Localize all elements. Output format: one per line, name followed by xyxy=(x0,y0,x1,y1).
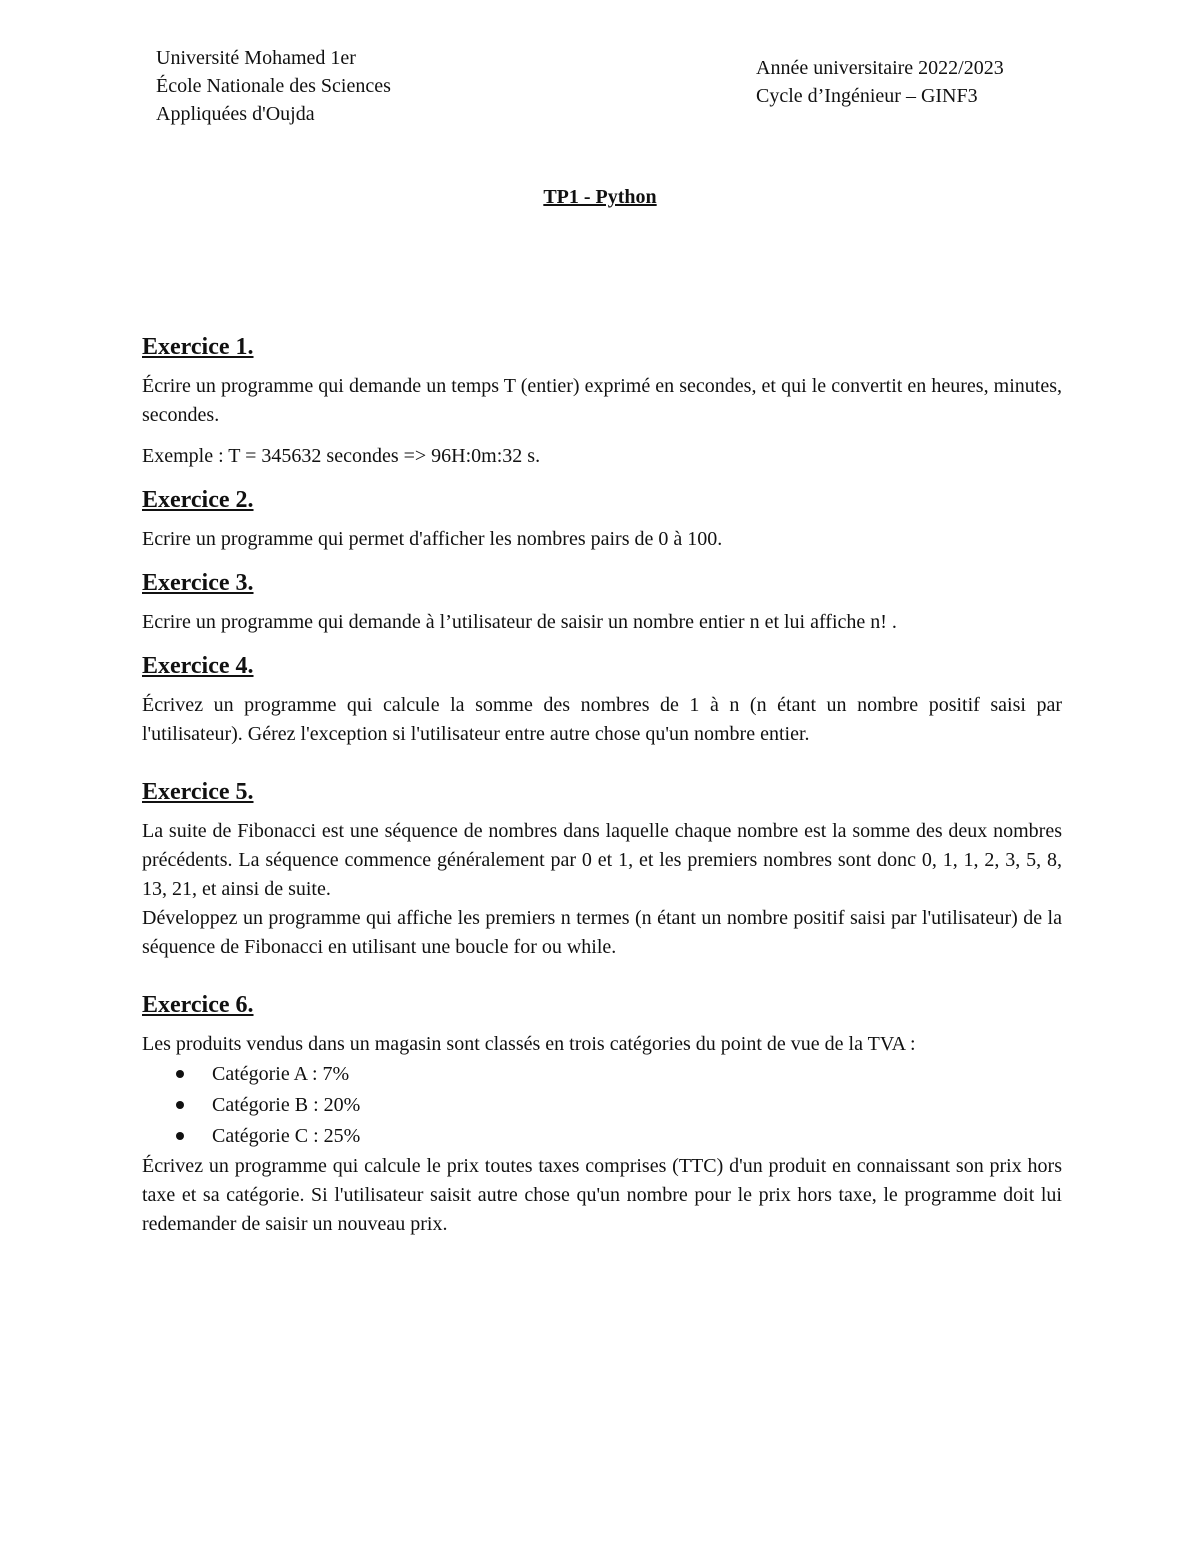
exercise-6 xyxy=(142,988,1062,1239)
school-name-line-1: École Nationale des Sciences xyxy=(156,75,391,97)
exercise-text: Écrire un programme qui demande un temps T (entier) exprimé en secondes, et qui le convertit en heures, minutes, secondes. xyxy=(142,375,1062,426)
exercise-heading: Exercice 5. xyxy=(142,779,254,805)
university-name: Université Mohamed 1er xyxy=(156,47,356,69)
exercise-heading: Exercice 4. xyxy=(142,653,254,679)
engineering-cycle: Cycle d’Ingénieur – GINF3 xyxy=(756,85,978,107)
vat-category-b: Catégorie B : 20% xyxy=(212,1094,361,1116)
academic-year-header xyxy=(756,54,1004,110)
exercise-heading: Exercice 6. xyxy=(142,992,254,1018)
exercise-example: Exemple : T = 345632 secondes => 96H:0m:32 s. xyxy=(142,445,541,467)
institution-header xyxy=(156,44,391,128)
exercise-1 xyxy=(142,330,1062,471)
exercise-heading: Exercice 2. xyxy=(142,487,254,513)
exercise-list xyxy=(142,330,1062,1247)
bullet-icon xyxy=(176,1101,184,1109)
exercise-2 xyxy=(142,483,1062,554)
exercise-task: Développez un programme qui affiche les premiers n termes (n étant un nombre positif saisi par l'utilisateur) de la séquence de Fibonacci en utilisant une boucle for ou while. xyxy=(142,907,1062,958)
exercise-heading: Exercice 1. xyxy=(142,334,254,360)
list-item xyxy=(172,1121,1062,1152)
exercise-text: La suite de Fibonacci est une séquence de nombres dans laquelle chaque nombre est la somme des deux nombres précédents. La séquence commence généralement par 0 et 1, et les premiers nombres sont donc 0, 1, 1, 2, 3, 5, 8, 13, 21, et ainsi de suite. xyxy=(142,820,1062,900)
vat-category-c: Catégorie C : 25% xyxy=(212,1125,361,1147)
list-item xyxy=(172,1059,1062,1090)
exercise-intro: Les produits vendus dans un magasin sont classés en trois catégories du point de vue de la TVA : xyxy=(142,1033,916,1055)
exercise-text: Ecrire un programme qui permet d'afficher les nombres pairs de 0 à 100. xyxy=(142,528,723,550)
exercise-heading: Exercice 3. xyxy=(142,570,254,596)
vat-category-a: Catégorie A : 7% xyxy=(212,1063,350,1085)
exercise-3 xyxy=(142,566,1062,637)
school-name-line-2: Appliquées d'Oujda xyxy=(156,103,315,125)
exercise-text: Ecrire un programme qui demande à l’utilisateur de saisir un nombre entier n et lui affiche n! . xyxy=(142,611,897,633)
academic-year: Année universitaire 2022/2023 xyxy=(756,57,1004,79)
list-item xyxy=(172,1090,1062,1121)
exercise-task: Écrivez un programme qui calcule le prix toutes taxes comprises (TTC) d'un produit en connaissant son prix hors taxe et sa catégorie. Si l'utilisateur saisit autre chose qu'un nombre pour le prix hors taxe, le programme doit lui redemander de saisir un nouveau prix. xyxy=(142,1155,1062,1235)
page-title: TP1 - Python xyxy=(543,186,657,208)
exercise-5 xyxy=(142,775,1062,962)
bullet-icon xyxy=(176,1132,184,1140)
exercise-text: Écrivez un programme qui calcule la somme des nombres de 1 à n (n étant un nombre positif saisi par l'utilisateur). Gérez l'exception si l'utilisateur entre autre chose qu'un nombre entier. xyxy=(142,694,1062,745)
bullet-icon xyxy=(176,1070,184,1078)
vat-category-list xyxy=(142,1059,1062,1152)
exercise-4 xyxy=(142,649,1062,749)
